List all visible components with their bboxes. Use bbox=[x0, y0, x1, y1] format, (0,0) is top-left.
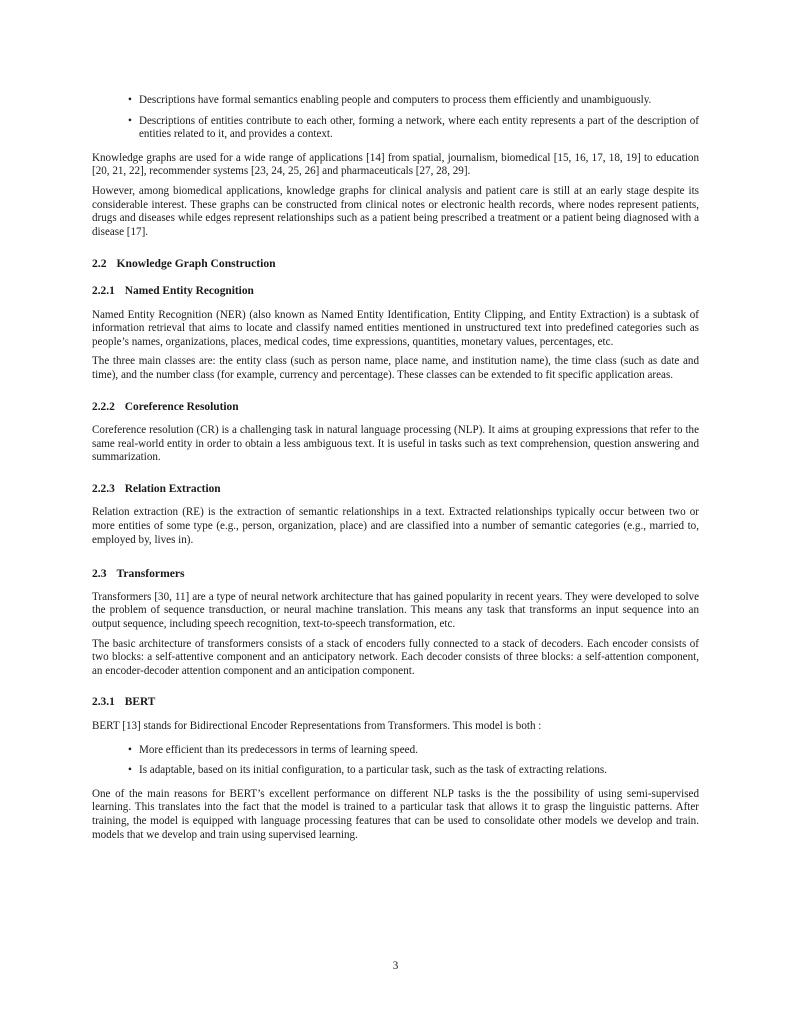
section-heading-2-2 bbox=[92, 257, 699, 271]
bullet-item: • Descriptions have formal semantics enabling people and computers to process them efficiently and unambiguously. bbox=[92, 94, 699, 108]
section-number: 2.2.2 bbox=[92, 400, 115, 413]
subsection-heading-2-2-1 bbox=[92, 285, 699, 299]
paragraph: The basic architecture of transformers consists of a stack of encoders fully connected to a stack of decoders. Each encoder consists of two blocks: a self-attentive component and an anticipatory network. Each decoder consists of three blocks: a self-attention component, an encoder-decoder attention component and an anticipation component. bbox=[92, 637, 699, 677]
paragraph: Coreference resolution (CR) is a challenging task in natural language processing (NLP). It aims at grouping expressions that refer to the same real-world entity in order to obtain a less ambiguous text. It is useful in tasks such as text comprehension, question answering and summarization. bbox=[92, 424, 699, 464]
section-title: Knowledge Graph Construction bbox=[116, 257, 276, 271]
section-heading-2-3 bbox=[92, 567, 699, 581]
section-number: 2.3.1 bbox=[92, 696, 115, 709]
paragraph: The three main classes are: the entity class (such as person name, place name, and institution name), the time class (such as date and time), and the number class (for example, currency and percentage). These classes can be extended to fit specific application areas. bbox=[92, 355, 699, 381]
bullet-item: • Is adaptable, based on its initial configuration, to a particular task, such as the task of extracting relations. bbox=[92, 764, 699, 778]
section-title: Transformers bbox=[116, 567, 185, 581]
bullet-item: • Descriptions of entities contribute to each other, forming a network, where each entity represents a part of the description of entities related to it, and provides a context. bbox=[92, 115, 699, 142]
bullet-item: • More efficient than its predecessors in terms of learning speed. bbox=[92, 744, 699, 758]
subsection-heading-2-3-1 bbox=[92, 696, 699, 710]
subsection-heading-2-2-2 bbox=[92, 401, 699, 415]
section-title: Named Entity Recognition bbox=[124, 284, 254, 297]
section-title: Relation Extraction bbox=[124, 482, 221, 495]
section-title: Coreference Resolution bbox=[124, 400, 239, 413]
paragraph: BERT [13] stands for Bidirectional Encoder Representations from Transformers. This model is both : bbox=[92, 720, 542, 732]
paragraph: One of the main reasons for BERT’s excellent performance on different NLP tasks is the the possibility of using semi-supervised learning. This translates into the fact that the model is trained to a particular task that allows it to grasp the linguistic patterns. After training, the model is equipped with language processing features that can be used to consolidate other models we develop and train. models that we develop and train using supervised learning. bbox=[92, 787, 699, 841]
paragraph: Transformers [30, 11] are a type of neural network architecture that has gained popularity in recent years. They were developed to solve the problem of sequence transduction, or neural machine translation. This means any task that transforms an input sequence into an output sequence, including speech recognition, text-to-speech transformation, etc. bbox=[92, 590, 699, 631]
paragraph: Knowledge graphs are used for a wide range of applications [14] from spatial, journalism, biomedical [15, 16, 17, 18, 19] to education [20, 21, 22], recommender systems [23, 24, 25, 26] and pharmaceuticals [27, 28, 29]. bbox=[92, 151, 699, 178]
section-number: 2.2.3 bbox=[92, 482, 115, 495]
subsection-heading-2-2-3 bbox=[92, 483, 699, 497]
paper-page bbox=[92, 94, 699, 848]
section-number: 2.3 bbox=[92, 567, 107, 581]
paragraph: However, among biomedical applications, knowledge graphs for clinical analysis and patient care is still at an early stage despite its considerable interest. These graphs can be constructed from clinical notes or electronic health records, where nodes represent patients, drugs and diseases while edges represent relationships such as a patient being prescribed a treatment or a patient being diagnosed with a disease [17]. bbox=[92, 184, 699, 238]
section-title: BERT bbox=[124, 696, 156, 709]
section-number: 2.2.1 bbox=[92, 284, 115, 297]
paragraph: Relation extraction (RE) is the extraction of semantic relationships in a text. Extracted relationships typically occur between two or more entities of some type (e.g., person, organization, place) and are classified into a number of semantic categories (e.g., married to, employed by, lives in). bbox=[92, 506, 699, 546]
section-number: 2.2 bbox=[92, 257, 107, 271]
bullet-list-top bbox=[92, 94, 699, 142]
page-number: 3 bbox=[392, 960, 399, 972]
bullet-list-bert bbox=[92, 744, 699, 778]
paragraph: Named Entity Recognition (NER) (also known as Named Entity Identification, Entity Clipping, and Entity Extraction) is a subtask of information retrieval that aims to locate and classify named entities mentioned in unstructured text into predefined categories such as people’s names, organizations, places, medical codes, time expressions, quantities, monetary values, percentages, etc. bbox=[92, 308, 699, 348]
